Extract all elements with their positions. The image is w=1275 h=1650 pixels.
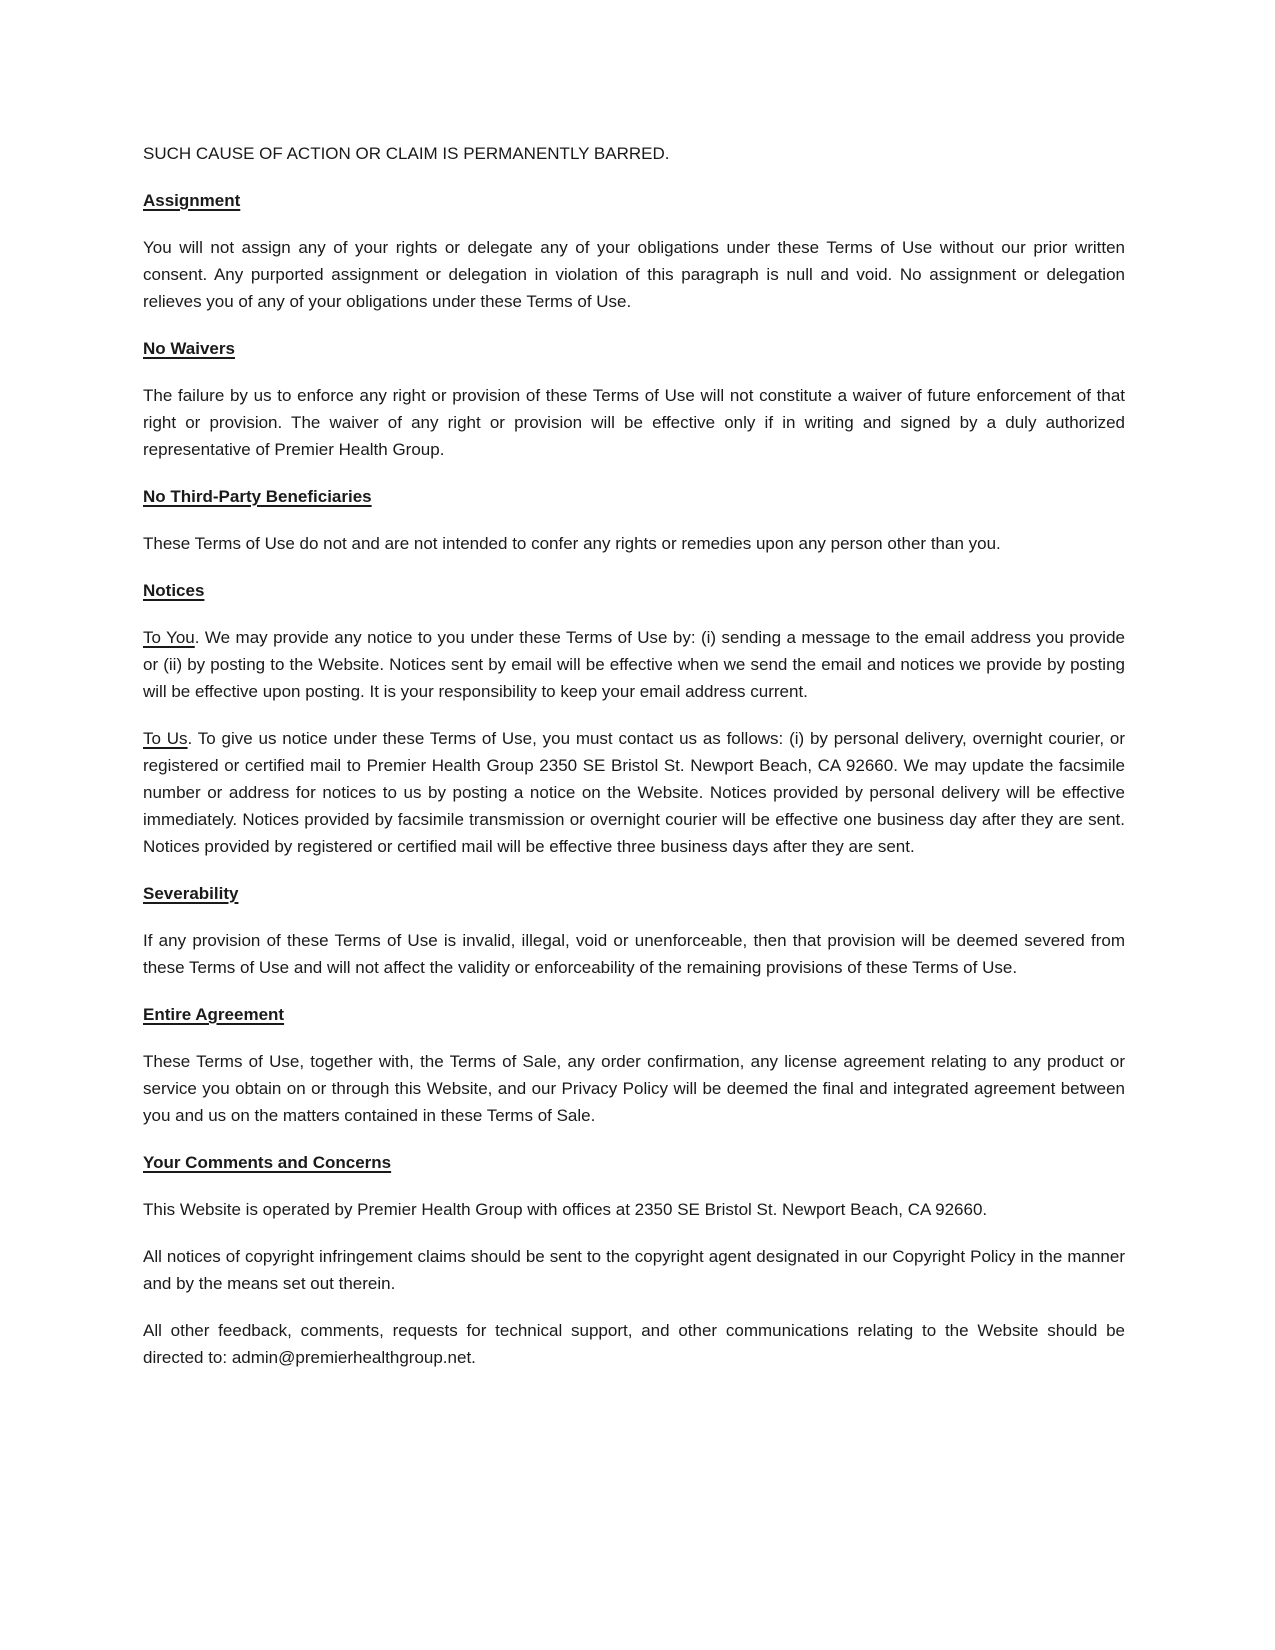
paragraph-feedback-contact: All other feedback, comments, requests for technical support, and other communications relating to the Website should be directed to: admin@premierhealthgroup.net. [143, 1321, 1125, 1367]
to-you-underlined-lead: To You [143, 628, 195, 647]
paragraph-notices-to-us-text: . To give us notice under these Terms of Use, you must contact us as follows: (i) by personal delivery, overnight courier, or registered or certified mail to Premier Health Group 2350 SE Bristol St. Newport Beach, CA 92660. We may update the facsimile number or address for notices to us by posting a notice on the Website. Notices provided by personal delivery will be effective immediately. Notices provided by facsimile transmission or overnight courier will be effective one business day after they are sent. Notices provided by registered or certified mail will be effective three business days after they are sent. [143, 729, 1125, 856]
heading-no-waivers: No Waivers [143, 339, 235, 358]
heading-severability: Severability [143, 884, 239, 903]
heading-your-comments-and-concerns: Your Comments and Concerns [143, 1153, 392, 1172]
paragraph-website-operator: This Website is operated by Premier Health Group with offices at 2350 SE Bristol St. Newport Beach, CA 92660. [143, 1200, 988, 1219]
paragraph-copyright-notices: All notices of copyright infringement claims should be sent to the copyright agent designated in our Copyright Policy in the manner and by the means set out therein. [143, 1247, 1125, 1293]
paragraph-notices-to-you [143, 624, 1125, 705]
heading-entire-agreement: Entire Agreement [143, 1005, 285, 1024]
paragraph-no-waivers: The failure by us to enforce any right or provision of these Terms of Use will not constitute a waiver of future enforcement of that right or provision. The waiver of any right or provision will be effective only if in writing and signed by a duly authorized representative of Premier Health Group. [143, 386, 1125, 459]
heading-assignment: Assignment [143, 191, 241, 210]
paragraph-notices-to-you-text: . We may provide any notice to you under these Terms of Use by: (i) sending a message to the email address you provide or (ii) by posting to the Website. Notices sent by email will be effective when we send the email and notices we provide by posting will be effective upon posting. It is your responsibility to keep your email address current. [143, 628, 1125, 701]
heading-notices: Notices [143, 581, 205, 600]
paragraph-no-third-party-beneficiaries: These Terms of Use do not and are not intended to confer any rights or remedies upon any person other than you. [143, 534, 1001, 553]
paragraph-severability: If any provision of these Terms of Use is invalid, illegal, void or unenforceable, then that provision will be deemed severed from these Terms of Use and will not affect the validity or enforceability of the remaining provisions of these Terms of Use. [143, 931, 1125, 977]
paragraph-assignment: You will not assign any of your rights or delegate any of your obligations under these Terms of Use without our prior written consent. Any purported assignment or delegation in violation of this paragraph is null and void. No assignment or delegation relieves you of any of your obligations under these Terms of Use. [143, 238, 1125, 311]
to-us-underlined-lead: To Us [143, 729, 188, 748]
intro-statement: SUCH CAUSE OF ACTION OR CLAIM IS PERMANENTLY BARRED. [143, 144, 670, 163]
heading-no-third-party-beneficiaries: No Third-Party Beneficiaries [143, 487, 372, 506]
paragraph-notices-to-us [143, 725, 1125, 860]
paragraph-entire-agreement: These Terms of Use, together with, the Terms of Sale, any order confirmation, any license agreement relating to any product or service you obtain on or through this Website, and our Privacy Policy will be deemed the final and integrated agreement between you and us on the matters contained in these Terms of Sale. [143, 1052, 1125, 1125]
